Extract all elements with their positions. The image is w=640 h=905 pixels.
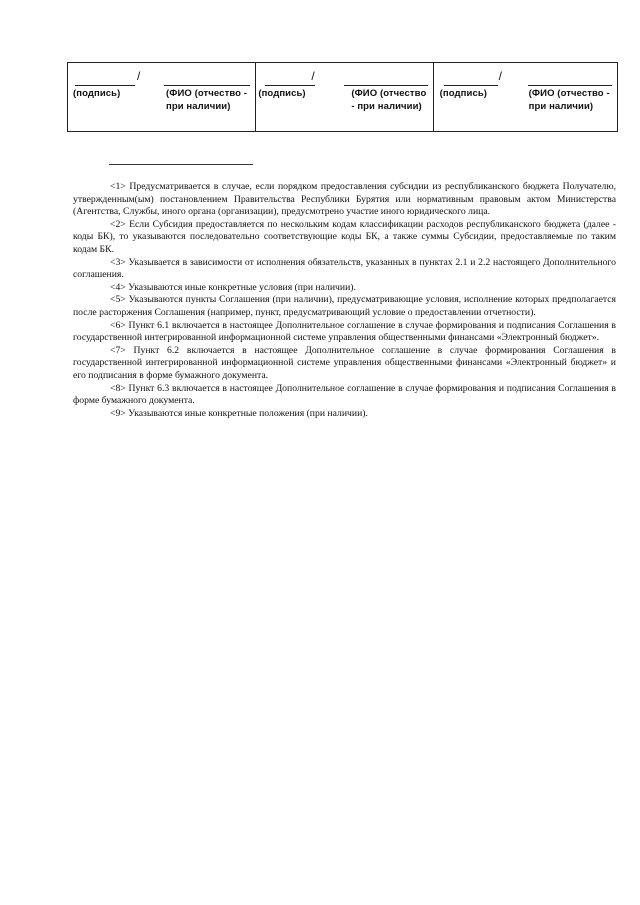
name-line bbox=[344, 85, 428, 86]
separator-slash: / bbox=[498, 69, 503, 83]
footnote-7: <7> Пункт 6.2 включается в настоящее Дополнительное соглашение в случае формирования Соглашения в государственной интегрированной информационной системе управления общественными финансами «Электронный бюджет» и его подписания в форме бумажного документа. bbox=[73, 344, 616, 381]
signature-block-1 bbox=[68, 63, 256, 131]
footnote-6: <6> Пункт 6.1 включается в настоящее Дополнительное соглашение в случае формирования и подписания Соглашения в государственной интегрированной информационной системе управления общественными финансами «Электронный бюджет». bbox=[73, 319, 616, 344]
name-label: (ФИО (отчество - при наличии) bbox=[166, 88, 248, 112]
footnote-5: <5> Указываются пункты Соглашения (при наличии), предусматривающие условия, исполнение которых предполагается после расторжения Соглашения (например, пункт, предусматривающий условие о предоставлении отчетности). bbox=[73, 294, 616, 318]
signature-block-2 bbox=[256, 63, 433, 131]
name-line bbox=[164, 85, 250, 86]
separator-slash: / bbox=[311, 69, 315, 83]
signature-line bbox=[75, 85, 135, 86]
signature-label: (подпись) bbox=[439, 88, 488, 99]
name-label: (ФИО (отчество - при наличии) bbox=[351, 88, 427, 112]
footnote-4: <4> Указываются иные конкретные условия (при наличии). bbox=[110, 281, 356, 293]
signature-block-3 bbox=[434, 63, 617, 131]
footnote-2: <2> Если Субсидия предоставляется по нескольким кодам классификации расходов республиканского бюджета (далее - коды БК), то указываются последовательно соответствующие коды БК, а также суммы Субсидии, предоставляемые по таким кодам БК. bbox=[73, 218, 616, 255]
footnote-separator bbox=[109, 164, 253, 165]
footnotes bbox=[73, 181, 616, 420]
signature-table bbox=[67, 62, 618, 132]
footnote-3: <3> Указывается в зависимости от исполнения обязательств, указанных в пунктах 2.1 и 2.2 настоящего Дополнительного соглашения. bbox=[73, 256, 616, 281]
separator-slash: / bbox=[137, 69, 141, 83]
signature-line bbox=[265, 85, 315, 86]
name-line bbox=[528, 85, 612, 86]
signature-label: (подпись) bbox=[73, 88, 121, 99]
signature-line bbox=[444, 85, 498, 86]
signature-label: (подпись) bbox=[258, 88, 306, 99]
footnote-1: <1> Предусматривается в случае, если порядком предоставления субсидии из республиканского бюджета Получателю, утвержденным(ым) постановлением Правительства Республики Бурятия или нормативным правовым актом Министерства (Агентства, Службы, иного органа (организации), предусмотрено участие иного юридического лица. bbox=[73, 181, 616, 218]
footnote-8: <8> Пункт 6.3 включается в настоящее Дополнительное соглашение в случае формирования и подписания Соглашения в форме бумажного документа. bbox=[73, 382, 616, 407]
footnote-9: <9> Указываются иные конкретные положения (при наличии). bbox=[110, 407, 368, 419]
name-label: (ФИО (отчество - при наличии) bbox=[528, 88, 610, 112]
